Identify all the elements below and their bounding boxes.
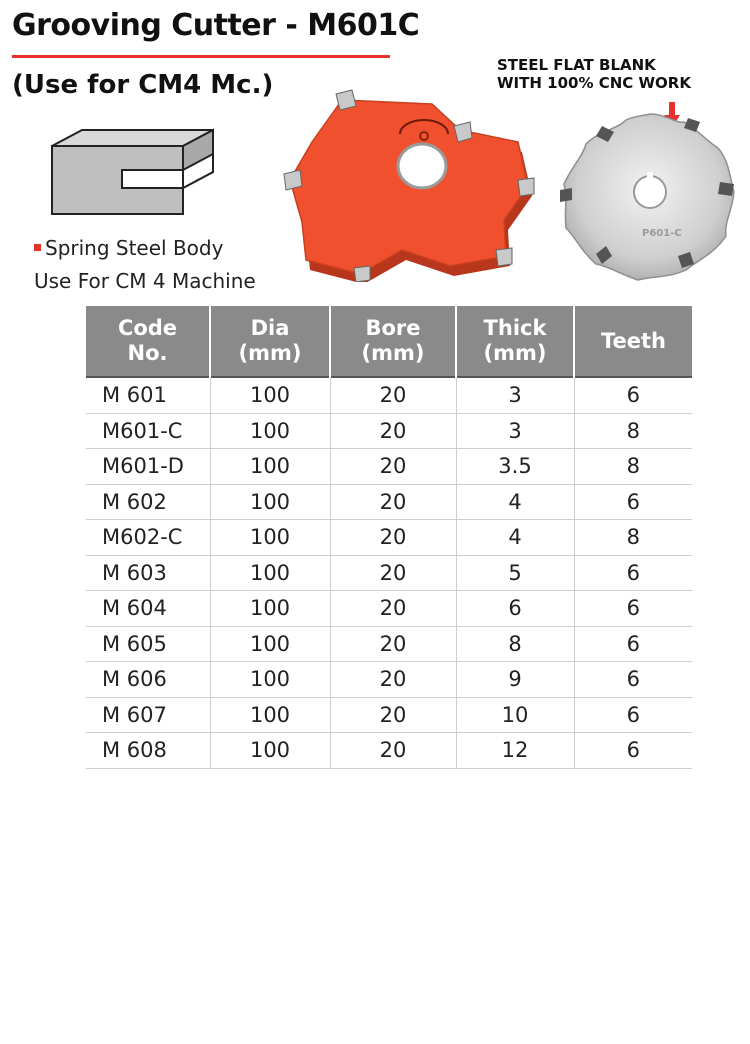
- table-row: [86, 591, 692, 627]
- feature-item: Use For CM 4 Machine: [34, 269, 256, 293]
- orange-cutter-image: [282, 82, 544, 282]
- cell-dia: 100: [210, 555, 330, 591]
- cell-teeth: 6: [574, 697, 692, 733]
- cell-dia: 100: [210, 662, 330, 698]
- cell-bore: 20: [330, 733, 456, 769]
- cell-teeth: 6: [574, 626, 692, 662]
- feature-item: Spring Steel Body: [34, 232, 256, 265]
- title-underline: [12, 55, 390, 58]
- cell-dia: 100: [210, 697, 330, 733]
- table-row: [86, 662, 692, 698]
- feature-list: [34, 232, 256, 298]
- cell-dia: 100: [210, 591, 330, 627]
- cell-code: M601-C: [86, 413, 210, 449]
- cell-code: M 608: [86, 733, 210, 769]
- cell-code: M 606: [86, 662, 210, 698]
- cell-bore: 20: [330, 662, 456, 698]
- cell-bore: 20: [330, 520, 456, 556]
- cell-code: M602-C: [86, 520, 210, 556]
- cell-bore: 20: [330, 697, 456, 733]
- steel-blank-callout: STEEL FLAT BLANK WITH 100% CNC WORK: [497, 56, 691, 92]
- cell-bore: 20: [330, 555, 456, 591]
- cell-dia: 100: [210, 733, 330, 769]
- cell-teeth: 6: [574, 662, 692, 698]
- cell-bore: 20: [330, 449, 456, 485]
- cell-thick: 3.5: [456, 449, 574, 485]
- page-title: Grooving Cutter - M601C: [12, 8, 420, 43]
- cell-thick: 8: [456, 626, 574, 662]
- cell-bore: 20: [330, 591, 456, 627]
- disc-marking: P601-C: [642, 228, 682, 239]
- cell-code: M 603: [86, 555, 210, 591]
- cell-bore: 20: [330, 626, 456, 662]
- table-row: [86, 520, 692, 556]
- cell-dia: 100: [210, 520, 330, 556]
- cell-thick: 6: [456, 591, 574, 627]
- cell-dia: 100: [210, 626, 330, 662]
- column-header-dia: Dia (mm): [210, 306, 330, 377]
- cell-teeth: 8: [574, 520, 692, 556]
- table-row: [86, 733, 692, 769]
- cell-teeth: 6: [574, 733, 692, 769]
- column-header-teeth: Teeth: [574, 306, 692, 377]
- cell-code: M 605: [86, 626, 210, 662]
- cell-code: M 607: [86, 697, 210, 733]
- cell-thick: 3: [456, 377, 574, 413]
- cell-dia: 100: [210, 377, 330, 413]
- cell-teeth: 8: [574, 413, 692, 449]
- page-subtitle: (Use for CM4 Mc.): [12, 70, 274, 100]
- cell-thick: 5: [456, 555, 574, 591]
- table-row: [86, 413, 692, 449]
- cell-bore: 20: [330, 377, 456, 413]
- table-row: [86, 484, 692, 520]
- spec-table: [86, 306, 692, 769]
- steel-blank-image: [558, 108, 742, 284]
- cell-thick: 4: [456, 520, 574, 556]
- cell-thick: 4: [456, 484, 574, 520]
- cell-dia: 100: [210, 484, 330, 520]
- bullet-icon: [34, 244, 41, 251]
- cell-dia: 100: [210, 413, 330, 449]
- column-header-bore: Bore (mm): [330, 306, 456, 377]
- table-row: [86, 555, 692, 591]
- cell-teeth: 8: [574, 449, 692, 485]
- cell-teeth: 6: [574, 555, 692, 591]
- cell-code: M 601: [86, 377, 210, 413]
- groove-profile-icon: [50, 128, 215, 220]
- column-header-thick: Thick (mm): [456, 306, 574, 377]
- table-row: [86, 449, 692, 485]
- cell-code: M 602: [86, 484, 210, 520]
- table-header-row: [86, 306, 692, 377]
- cell-thick: 12: [456, 733, 574, 769]
- cell-code: M601-D: [86, 449, 210, 485]
- column-header-code: Code No.: [86, 306, 210, 377]
- cell-teeth: 6: [574, 591, 692, 627]
- table-row: [86, 697, 692, 733]
- cell-thick: 3: [456, 413, 574, 449]
- cell-dia: 100: [210, 449, 330, 485]
- cell-bore: 20: [330, 413, 456, 449]
- cell-thick: 9: [456, 662, 574, 698]
- cell-bore: 20: [330, 484, 456, 520]
- table-row: [86, 377, 692, 413]
- cell-code: M 604: [86, 591, 210, 627]
- table-row: [86, 626, 692, 662]
- cell-teeth: 6: [574, 377, 692, 413]
- cell-teeth: 6: [574, 484, 692, 520]
- cell-thick: 10: [456, 697, 574, 733]
